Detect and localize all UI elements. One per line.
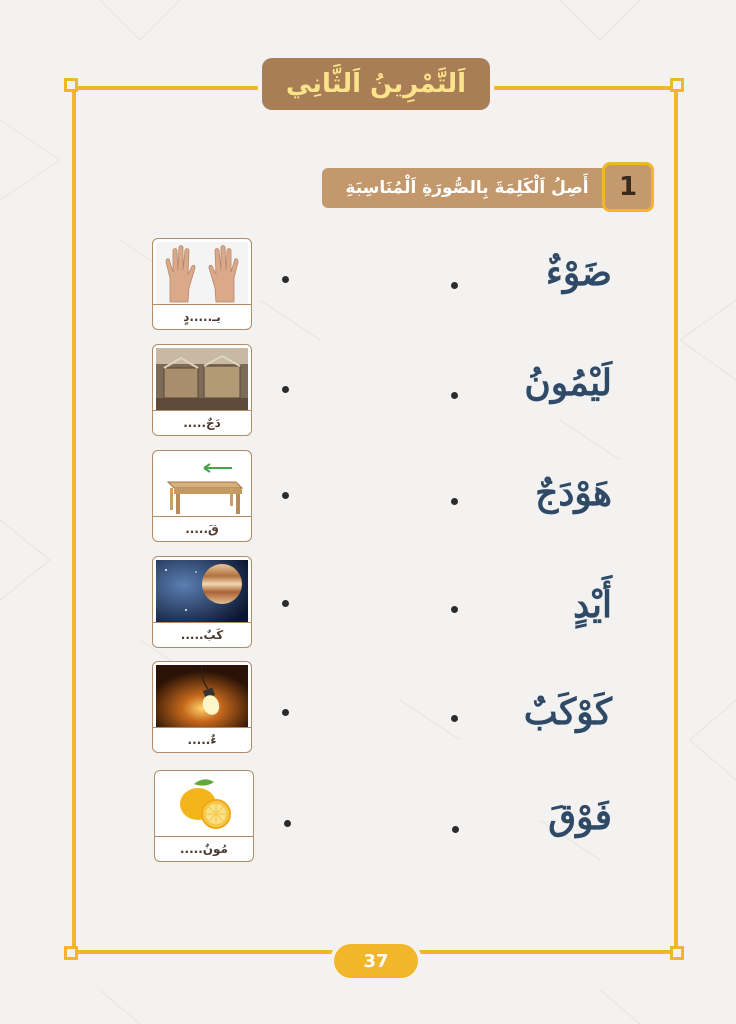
image-card[interactable] (152, 238, 252, 330)
image-card-label: مُونٌ..... (155, 836, 253, 861)
match-dot-word[interactable] (451, 498, 458, 505)
match-dot-image[interactable] (282, 386, 289, 393)
match-row (0, 770, 736, 866)
match-row (0, 661, 736, 757)
match-row (0, 344, 736, 440)
match-dot-image[interactable] (282, 276, 289, 283)
frame-corner (64, 946, 78, 960)
frame-corner (64, 78, 78, 92)
match-dot-image[interactable] (282, 492, 289, 499)
instruction-text: أَصِلُ اَلْكَلِمَةَ بِالصُّورَةِ اَلْمُنَاسِبَةِ (345, 178, 589, 198)
image-card-label: ءٌ..... (153, 727, 251, 752)
match-dot-image[interactable] (282, 709, 289, 716)
word-label: فَوْقَ (548, 796, 612, 838)
page-number: 37 (334, 944, 418, 978)
image-card[interactable] (152, 450, 252, 542)
image-card[interactable] (152, 556, 252, 648)
title-banner (262, 58, 490, 110)
light-bulb-icon (156, 665, 248, 727)
table-icon (156, 454, 248, 516)
frame-corner (670, 78, 684, 92)
image-card-label: يـ.....دٍ (153, 304, 251, 329)
lemon-icon (158, 774, 250, 836)
match-dot-word[interactable] (451, 392, 458, 399)
match-row (0, 450, 736, 546)
word-label: أَيْدٍ (573, 584, 612, 626)
word-label: لَيْمُونُ (524, 362, 612, 404)
howdah-icon (156, 348, 248, 410)
word-label: هَوْدَجٌ (535, 472, 612, 514)
match-dot-word[interactable] (451, 606, 458, 613)
image-card-label: قَ..... (153, 516, 251, 541)
match-dot-image[interactable] (284, 820, 291, 827)
instruction-bar (322, 168, 612, 208)
match-dot-image[interactable] (282, 600, 289, 607)
image-card[interactable] (152, 661, 252, 753)
match-row (0, 238, 736, 334)
word-label: ضَوْءٌ (545, 252, 612, 294)
image-card[interactable] (154, 770, 254, 862)
match-row (0, 556, 736, 652)
exercise-number-badge: 1 (602, 162, 654, 212)
planet-icon (156, 560, 248, 622)
image-card[interactable] (152, 344, 252, 436)
word-label: كَوْكَبٌ (523, 691, 612, 733)
match-dot-word[interactable] (451, 282, 458, 289)
frame-corner (670, 946, 684, 960)
match-dot-word[interactable] (452, 826, 459, 833)
match-dot-word[interactable] (451, 715, 458, 722)
page-title: اَلتَّمْرِينُ اَلثَّانِي (285, 69, 467, 99)
image-card-label: دَجٌ..... (153, 410, 251, 435)
image-card-label: كَبٌ..... (153, 622, 251, 647)
hands-icon (156, 242, 248, 304)
